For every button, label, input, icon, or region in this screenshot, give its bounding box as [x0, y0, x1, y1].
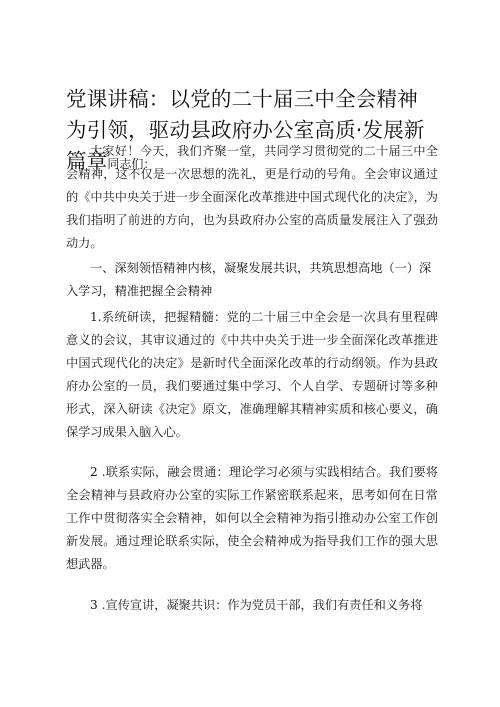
paragraph-practice: 2 .联系实际，融会贯通：理论学习必须与实践相结合。我们要将全会精神与县政府办公室的实际工作紧密联系起来，思考如何在日常工作中贯彻落实全会精神，如何以全会精神为指引推动办公室工作创新发展。通过理论联系实际，使全会精神成为指导我们工作的强大思想武器。: [66, 465, 438, 571]
salutation: 同志们：: [107, 157, 156, 171]
paragraph-publicity: 3 .宣传宣讲，凝聚共识：作为党员干部，我们有责任和义务将: [90, 598, 423, 612]
title-text: 党课讲稿：以党的二十届三中全会精神为引领，驱动县政府办公室高质·发展新篇章: [66, 87, 425, 173]
section-heading: 一、深刻领悟精神内核，凝聚发展共识，共筑思想高地（一）深入学习，精准把握全会精神: [66, 261, 432, 298]
paragraph-intro: 大家好！今天，我们齐聚一堂，共同学习贯彻党的二十届三中全会精神，这不仅是一次思想的洗礼，更是行动的号角。全会审议通过的《中共中央关于进一步全面深化改革推进中国式现代化的决定》，为我们指明了前进的方向，也为县政府办公室的高质量发展注入了强劲动力。: [66, 144, 438, 250]
paragraph-study: 1.系统研读，把握精髓：党的二十届三中全会是一次具有里程碑意义的会议，其审议通过的《中共中央关于进一步全面深化改革推进中国式现代化的决定》是新时代全面深化改革的行动纲领。作为县政府办公室的一员，我们要通过集中学习、个人自学、专题研讨等多种形式，深入研读《决定》原文，准确理解其精神实质和核心要义，确保学习成果入脑入心。: [66, 310, 438, 439]
